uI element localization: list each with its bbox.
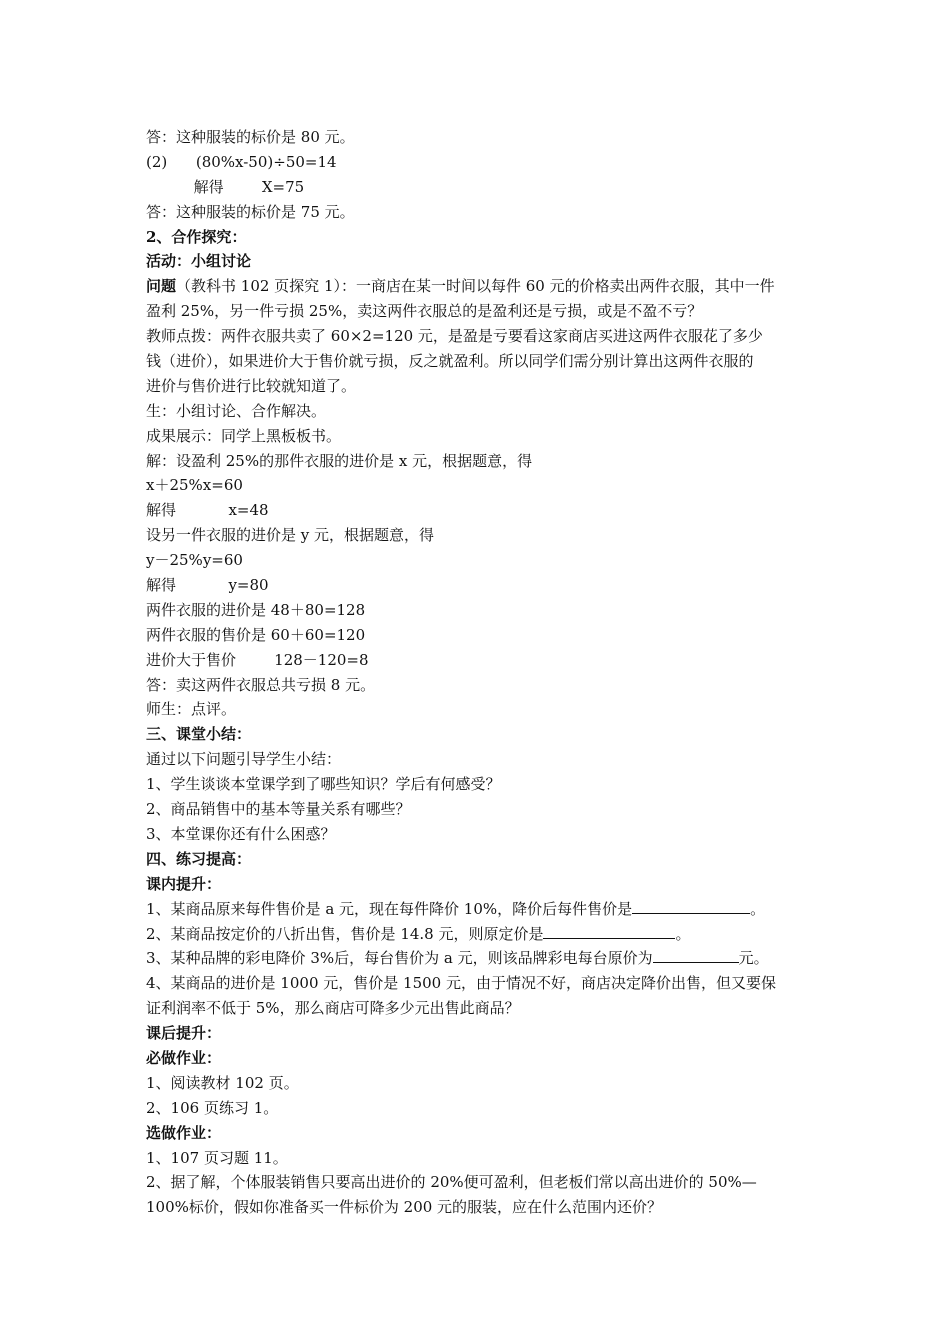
line-text: 解得 x=48 — [146, 501, 269, 520]
text-line — [146, 349, 816, 374]
line-text: 钱（进价），如果进价大于售价就亏损，反之就盈利。所以同学们需分别计算出这两件衣服的 — [146, 352, 754, 371]
line-text: 3、某种品牌的彩电降价 3%后，每台售价为 a 元，则该品牌彩电每台原价为 — [146, 949, 653, 968]
line-text: 答：卖这两件衣服总共亏损 8 元。 — [146, 675, 376, 694]
line-text: y－25%y=60 — [146, 551, 243, 570]
text-line — [146, 648, 816, 673]
section-heading — [146, 1021, 816, 1046]
line-text: 3、本堂课你还有什么困惑？ — [146, 824, 336, 843]
line-text: 必做作业： — [146, 1048, 222, 1067]
line-text: 答：这种服装的标价是 75 元。 — [146, 202, 355, 221]
text-line — [146, 150, 816, 175]
line-text: 解得 X=75 — [146, 177, 305, 196]
text-line — [146, 324, 816, 349]
line-text: 课内提升： — [146, 874, 222, 893]
text-line — [146, 697, 816, 722]
text-line — [146, 1096, 816, 1121]
text-line — [146, 573, 816, 598]
text-line — [146, 1170, 816, 1195]
line-text: (2) (80%x-50)÷50=14 — [146, 152, 337, 171]
line-text: 证利润率不低于 5%，那么商店可降多少元出售此商品？ — [146, 999, 520, 1018]
line-text: x＋25%x=60 — [146, 476, 243, 495]
text-line — [146, 473, 816, 498]
text-line — [146, 523, 816, 548]
line-tail: 。 — [675, 924, 691, 943]
answer-blank — [543, 923, 675, 939]
line-text: 活动：小组讨论 — [146, 252, 252, 271]
line-text: 4、某商品的进价是 1000 元，售价是 1500 元，由于情况不好，商店决定降价出售，但又要保 — [146, 974, 776, 993]
line-text: 2、合作探究： — [146, 227, 247, 246]
line-text: 师生：点评。 — [146, 700, 237, 719]
line-text: 2、106 页练习 1。 — [146, 1098, 279, 1117]
text-line — [146, 598, 816, 623]
text-line — [146, 922, 816, 947]
line-tail: 。 — [750, 899, 766, 918]
line-text: 教师点拨：两件衣服共卖了 60×2=120 元，是盈是亏要看这家商店买进这两件衣服花了多少 — [146, 327, 763, 346]
section-heading — [146, 1046, 816, 1071]
section-heading — [146, 847, 816, 872]
line-text: 解：设盈利 25%的那件衣服的进价是 x 元，根据题意，得 — [146, 451, 533, 470]
line-text: 生：小组讨论、合作解决。 — [146, 401, 327, 420]
text-line — [146, 125, 816, 150]
line-text: 100%标价，假如你准备买一件标价为 200 元的服装，应在什么范围内还价？ — [146, 1198, 663, 1217]
text-line — [146, 673, 816, 698]
text-line — [146, 623, 816, 648]
section-heading — [146, 249, 816, 274]
text-line — [146, 772, 816, 797]
section-heading — [146, 1121, 816, 1146]
line-text: 两件衣服的售价是 60＋60=120 — [146, 625, 366, 644]
line-text: 答：这种服装的标价是 80 元。 — [146, 128, 355, 146]
section-heading — [146, 225, 816, 250]
text-line — [146, 946, 816, 971]
line-text: 1、阅读教材 102 页。 — [146, 1073, 299, 1092]
line-text: 解得 y=80 — [146, 576, 269, 595]
text-line — [146, 822, 816, 847]
line-text: 两件衣服的进价是 48＋80=128 — [146, 600, 366, 619]
text-line — [146, 1195, 816, 1220]
text-line — [146, 498, 816, 523]
line-text: 成果展示：同学上黑板板书。 — [146, 426, 342, 445]
text-line — [146, 971, 816, 996]
line-text: 2、某商品按定价的八折出售，售价是 14.8 元，则原定价是 — [146, 924, 544, 943]
text-line — [146, 424, 816, 449]
section-heading — [146, 872, 816, 897]
text-line — [146, 897, 816, 922]
line-text: 1、某商品原来每件售价是 a 元，现在每件降价 10%，降价后每件售价是 — [146, 899, 633, 918]
text-line — [146, 797, 816, 822]
document-body — [146, 125, 816, 1220]
line-text: （教科书 102 页探究 1）：一商店在某一时间以每件 60 元的价格卖出两件衣服，其中一件 — [176, 277, 775, 296]
answer-blank — [632, 898, 750, 914]
text-line — [146, 548, 816, 573]
text-line — [146, 299, 816, 324]
section-heading — [146, 722, 816, 747]
line-text: 三、课堂小结： — [146, 725, 252, 744]
line-lead: 问题 — [146, 277, 177, 296]
line-text: 通过以下问题引导学生小结： — [146, 750, 342, 769]
text-line — [146, 175, 816, 200]
text-line — [146, 200, 816, 225]
line-text: 1、107 页习题 11。 — [146, 1148, 288, 1167]
line-text: 设另一件衣服的进价是 y 元，根据题意，得 — [146, 526, 435, 545]
text-line — [146, 374, 816, 399]
text-line — [146, 1146, 816, 1171]
line-text: 四、练习提高： — [146, 849, 252, 868]
text-line — [146, 399, 816, 424]
answer-blank — [653, 947, 739, 963]
line-text: 1、学生谈谈本堂课学到了哪些知识？学后有何感受？ — [146, 775, 501, 794]
line-text: 盈利 25%，另一件亏损 25%，卖这两件衣服总的是盈利还是亏损，或是不盈不亏？ — [146, 302, 703, 321]
line-text: 选做作业： — [146, 1123, 222, 1142]
line-text: 2、据了解，个体服装销售只要高出进价的 20%便可盈利，但老板们常以高出进价的 50%— — [146, 1173, 757, 1192]
line-text: 进价与售价进行比较就知道了。 — [146, 376, 357, 395]
line-text: 进价大于售价 128－120=8 — [146, 650, 369, 669]
line-text: 2、商品销售中的基本等量关系有哪些？ — [146, 800, 411, 819]
text-line — [146, 1071, 816, 1096]
text-line — [146, 996, 816, 1021]
text-line — [146, 747, 816, 772]
line-text: 课后提升： — [146, 1024, 222, 1043]
line-tail: 元。 — [738, 949, 769, 968]
text-line — [146, 274, 816, 299]
text-line — [146, 449, 816, 474]
